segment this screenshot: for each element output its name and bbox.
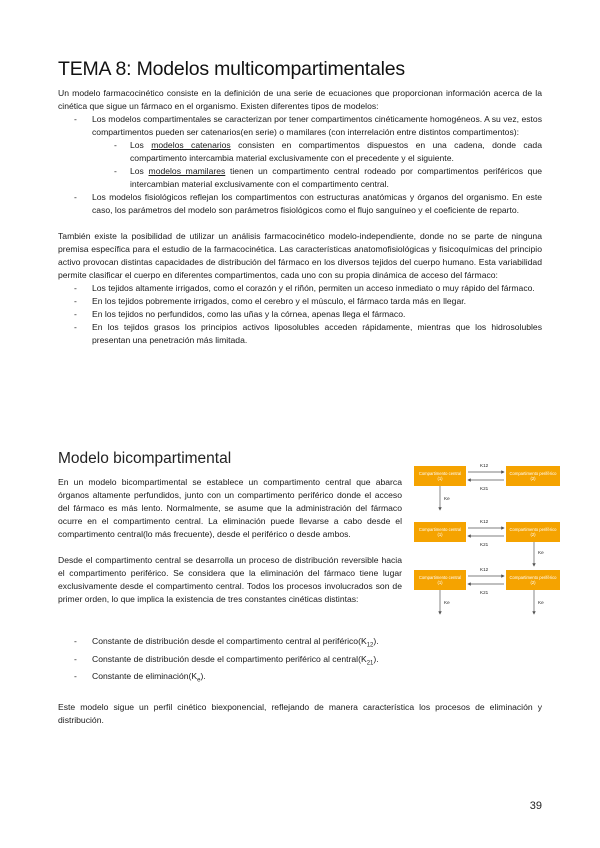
compartmental-subtypes-list	[58, 139, 542, 191]
constant-text: Constante de distribución desde el compartimento periférico al central	[92, 653, 359, 664]
k21-label: K21	[480, 590, 489, 595]
constant-end: ).	[200, 671, 206, 682]
model-types-list	[58, 113, 542, 217]
peripheral-compartment-box: Compartimento periférico (2)	[506, 522, 560, 542]
section-title: Modelo bicompartimental	[58, 450, 232, 467]
page-number: 39	[529, 800, 542, 812]
list-item: - Los tejidos altamente irrigados, como el corazón y el riñón, permiten un acceso inmediato o muy rápido del fármaco.	[58, 282, 542, 295]
list-item: - Constante de distribución desde el compartimento central al $periférico(K_{12})$.	[58, 635, 542, 653]
k21-label: K21	[480, 486, 489, 491]
compartmental-text: Los modelos compartimentales se caracterizan por tener compartimentos cinéticamente homogéneos. A su vez, estos compartimentos pueden ser catenarios(en serie) o mamilares (con interrelación entre distintos compartimentos):	[92, 114, 542, 137]
page-content	[58, 58, 542, 347]
catenary-post: consisten en compartimentos dispuestos en una cadena, donde cada compartimento intercambia material exclusivamente con el precedente y el siguiente.	[130, 140, 542, 163]
peripheral-compartment-box: Compartimento periférico (2)	[506, 466, 560, 486]
constant-symbol: K	[191, 671, 198, 682]
page-title: TEMA 8: Modelos multicompartimentales	[58, 58, 405, 80]
mamillary-term: modelos mamilares	[148, 166, 226, 176]
central-compartment-box: Compartimento central (1)	[414, 466, 466, 486]
ke-label: Ke	[444, 600, 450, 605]
list-item	[58, 139, 542, 165]
list-item	[58, 113, 542, 191]
constants-block	[58, 635, 542, 727]
catenary-term: modelos catenarios	[151, 140, 231, 150]
list-item: - Constante de distribución desde el compartimento periférico al $central(K_{21})$.	[58, 653, 542, 671]
constant-text: Constante de eliminación	[92, 671, 189, 682]
intro-paragraph: Un modelo farmacocinético consiste en la definición de una serie de ecuaciones que proporcionan información acerca de la cinética que sigue un fármaco en el organismo. Existen diferentes tipos de modelos:	[58, 88, 542, 111]
k21-label: K21	[480, 542, 489, 547]
k12-label: K12	[480, 567, 489, 572]
constants-list	[58, 635, 542, 688]
conclusion-paragraph: Este modelo sigue un perfil cinético biexponencial, reflejando de manera característica los procesos de eliminación y distribución.	[58, 702, 542, 726]
bi-paragraph-1: En un modelo bicompartimental se establece un compartimento central que abarca órganos altamente perfundidos, junto con un compartimento periférico donde el acceso del fármaco es más lento. Normalmente, se asume que la administración del fármaco ocurre en el compartimento central. La eliminación puede llevarse a cabo desde el compartimento central(lo más frecuente), desde el periférico o desde ambos.	[58, 477, 402, 539]
catenary-pre: Los	[130, 140, 152, 150]
peripheral-compartment-box: Compartimento periférico (2)	[506, 570, 560, 590]
central-compartment-box: Compartimento central (1)	[414, 522, 466, 542]
k12-label: K12	[480, 463, 489, 468]
ke-label: Ke	[538, 550, 544, 555]
list-item: - Los modelos fisiológicos reflejan los compartimentos con estructuras anatómicas y órganos del organismo. En este caso, los parámetros del modelo son parámetros fisiológicos como el flujo sanguíneo y el coeficiente de reparto.	[58, 191, 542, 217]
k12-label: K12	[480, 519, 489, 524]
list-item: - Constante de $eliminación(K_e)$.	[58, 670, 542, 688]
constant-end: ).	[373, 636, 379, 646]
list-item	[58, 165, 542, 191]
model-independent-paragraph: También existe la posibilidad de utilizar un análisis farmacocinético modelo-independiente, donde no se parte de ninguna premisa específica para el estudio de la farmacocinética. Las características anatomofisiológicas y fisicoquímicas del principio activo provocan distintas capacidades de distribución del fármaco en los diversos tejidos del cuerpo humano. Esta variabilidad permite clasificar el cuerpo en diferentes compartimentos, cada uno con su propia dinámica de acceso del fármaco:	[58, 231, 542, 280]
ke-label: Ke	[538, 600, 544, 605]
mamillary-pre: Los	[130, 166, 149, 176]
constant-symbol: K	[360, 636, 367, 646]
list-item: - En los tejidos no perfundidos, como las uñas y la córnea, apenas llega el fármaco.	[58, 308, 542, 321]
central-compartment-box: Compartimento central (1)	[414, 570, 466, 590]
constant-subscript: 12	[366, 642, 374, 649]
constant-text: Constante de distribución desde el compartimento central al periférico	[92, 636, 359, 646]
constant-end: ).	[373, 653, 379, 664]
mamillary-post: tienen un compartimento central rodeado por compartimentos periféricos que intercambian material exclusivamente con el compartimento central.	[130, 166, 542, 189]
constant-symbol: K	[360, 653, 367, 664]
bicompartmental-text	[58, 476, 402, 606]
list-item: - En los tejidos pobremente irrigados, como el cerebro y el músculo, el fármaco tarda más en llegar.	[58, 295, 542, 308]
bi-paragraph-2: Desde el compartimento central se desarrolla un proceso de distribución reversible hacia el compartimento periférico. Se considera que la eliminación del fármaco tiene lugar exclusivamente desde el compartimento central. Todos los procesos involucrados son de primer orden, lo que implica la existencia de tres constantes cinéticas distintas:	[58, 555, 402, 604]
constant-subscript: 21	[366, 660, 374, 667]
constant-subscript: e	[197, 678, 201, 685]
ke-label: Ke	[444, 496, 450, 501]
compartment-diagram	[412, 458, 562, 618]
tissues-list	[58, 282, 542, 347]
list-item: - En los tejidos grasos los principios activos liposolubles acceden rápidamente, mientras que los hidrosolubles presentan una penetración más limitada.	[58, 321, 542, 347]
